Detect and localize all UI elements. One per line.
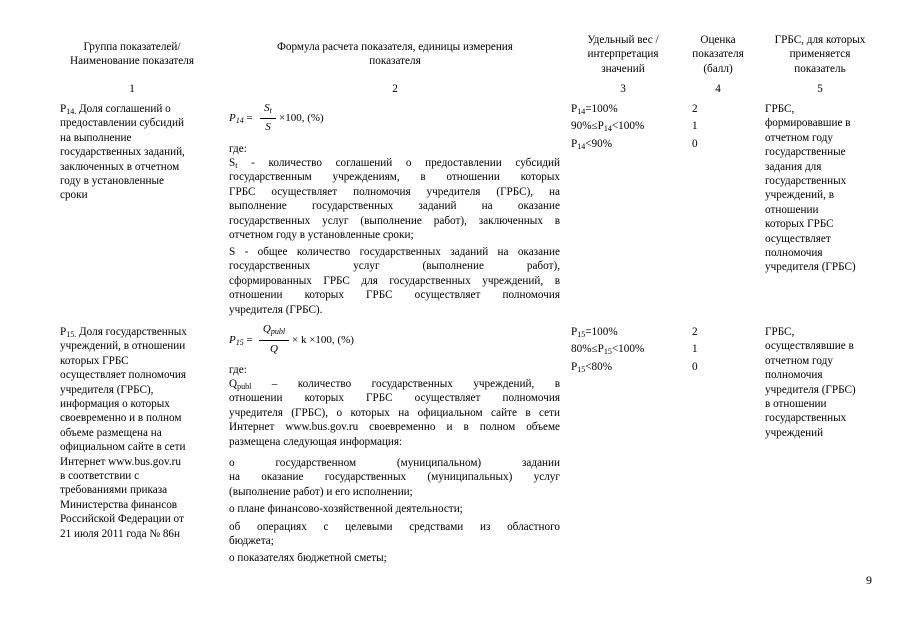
info-list-p15 <box>229 456 560 566</box>
formula-p15: $P_{15}$ = $Q_{publ}$ Q × k ×100, (%) <box>229 323 354 355</box>
header-col5-line: применяется <box>789 48 851 61</box>
indicator-line: заключенных в отчетном <box>60 160 180 173</box>
formula-p14-st-description <box>229 156 560 242</box>
grbs-line: учреждений, в <box>765 189 835 202</box>
grbs-p15 <box>765 325 856 440</box>
grbs-line: ГРБС, <box>765 103 795 115</box>
grbs-line: задания для <box>765 160 822 173</box>
indicator-line: на выполнение <box>60 131 132 144</box>
formula-p14: $P_{14}$ = $S_t$ S ×100, (%) <box>229 102 324 133</box>
indicator-p14-name <box>60 102 220 203</box>
col-number-1: 1 <box>129 83 135 95</box>
formula-p14-where: где: <box>229 143 247 155</box>
description-line: Интернет www.bus.gov.ru своевременно и в полном объеме <box>229 421 560 434</box>
info-line: об операциях с целевыми средствами из областного <box>229 520 560 533</box>
value-range-line: $P_{15}=100\%$ <box>571 326 618 339</box>
indicator-line: 21 июля 2011 года № 86н <box>60 527 181 540</box>
indicator-line: которых ГРБС <box>60 354 129 367</box>
header-col4-line: (балл) <box>703 62 733 75</box>
grbs-line: государственных <box>765 175 847 188</box>
col-number-3: 3 <box>620 83 626 95</box>
header-col3-line: значений <box>601 62 645 75</box>
header-col3-line: Удельный вес / <box>587 34 659 46</box>
info-line: на оказание государственных (муниципальных) услуг <box>229 471 560 484</box>
value-range-line: $P_{15}<80\%$ <box>571 360 613 374</box>
header-col1 <box>52 40 212 69</box>
header-col3 <box>573 33 673 76</box>
page-number: 9 <box>866 573 872 587</box>
score-value: 0 <box>692 137 698 150</box>
indicator-p15-name <box>60 325 220 541</box>
indicator-line: Российской Федерации от <box>60 513 184 526</box>
indicator-line: государственных заданий, <box>60 146 185 159</box>
value-range-line: $P_{14}<90\%$ <box>571 137 613 151</box>
col-number-4: 4 <box>715 83 721 95</box>
grbs-line: осуществлявшие в <box>765 340 854 353</box>
value-range-p15 <box>571 325 644 374</box>
info-line: о плане финансово-хозяйственной деятельности; <box>229 503 463 516</box>
indicator-line: Министерства финансов <box>60 498 178 511</box>
indicator-line: Интернет www.bus.gov.ru <box>60 455 181 468</box>
description-line: государственным учреждениям, в отношении которых <box>229 171 560 184</box>
grbs-line: формировавшие в <box>765 117 851 130</box>
indicator-line: своевременно и в полном <box>60 412 182 425</box>
grbs-line: государственных <box>765 412 847 425</box>
description-line: отчетном году в установленные сроки; <box>229 229 414 242</box>
indicator-line: осуществляет полномочия <box>60 369 187 382</box>
indicator-line: требованиями приказа <box>60 484 168 497</box>
grbs-line: отчетном году <box>765 131 833 144</box>
value-range-line: $90\%\le P_{14}<100\%$ <box>571 120 645 134</box>
indicator-line: $P_{14.}$ Доля соглашений о <box>60 103 171 116</box>
description-line: государственных услуг (выполнение работ), заключенных в <box>229 214 560 227</box>
grbs-line: полномочия <box>765 247 823 260</box>
header-col4-line: Оценка <box>700 34 736 46</box>
indicator-line: году в установленные <box>60 175 165 188</box>
col-number-2: 2 <box>392 83 398 95</box>
header-col5-line: ГРБС, для которых <box>774 34 866 46</box>
info-line: (выполнение работ) и его исполнении; <box>229 485 413 498</box>
header-col4-line: показателя <box>692 48 744 61</box>
grbs-line: учредителя (ГРБС) <box>765 383 856 396</box>
grbs-line: учреждений <box>765 426 824 439</box>
score-value: 1 <box>692 343 698 356</box>
grbs-line: государственные <box>765 146 846 159</box>
header-col4 <box>683 33 753 76</box>
grbs-line: осуществляет <box>765 232 831 245</box>
score-value: 1 <box>692 120 698 133</box>
header-col5 <box>760 33 880 76</box>
header-col1-line: Наименование показателя <box>70 55 194 68</box>
grbs-line: отчетном году <box>765 354 833 367</box>
info-line: о показателях бюджетной сметы; <box>229 552 387 565</box>
value-range-line: $80\%\le P_{15}<100\%$ <box>571 343 645 357</box>
score-p14 <box>692 102 698 151</box>
grbs-line: полномочия <box>765 369 823 382</box>
description-line: S - общее количество государственных заданий на оказание <box>229 246 560 258</box>
description-line: учредителя (ГРБС), о которых на официальном сайте в сети <box>229 406 560 419</box>
indicator-line: предоставлении субсидий <box>60 117 184 130</box>
description-line: отношении которых ГРБС осуществляет полномочия <box>229 289 560 302</box>
header-col2-line: Формула расчета показателя, единицы измерения <box>277 41 513 53</box>
description-line: $Q_{publ}$ – количество государственных учреждений, в <box>229 378 560 391</box>
indicator-line: объеме размещена на <box>60 426 162 439</box>
header-col3-line: интерпретация <box>587 48 659 61</box>
col-number-5: 5 <box>817 83 823 95</box>
indicator-line: информация о которых <box>60 398 170 411</box>
score-p15 <box>692 325 698 374</box>
header-col2-line: показателя <box>369 55 421 68</box>
indicator-line: учредителя (ГРБС), <box>60 383 154 396</box>
description-line: $S_t$ - количество соглашений о предоставлении субсидий <box>229 157 560 170</box>
grbs-line: учредителя (ГРБС) <box>765 261 856 274</box>
score-value: 0 <box>692 360 698 373</box>
description-line: государственных услуг (выполнение работ), <box>229 260 560 273</box>
indicator-line: учреждений, в отношении <box>60 340 186 353</box>
description-line: выполнение государственных заданий на оказание <box>229 200 560 213</box>
grbs-p14 <box>765 102 856 275</box>
formula-p15-where: где: <box>229 364 247 376</box>
header-col2 <box>230 40 560 69</box>
value-range-line: $P_{14}=100\%$ <box>571 103 618 116</box>
score-value: 2 <box>692 326 698 338</box>
header-col1-line: Группа показателей/ <box>83 41 181 53</box>
indicator-line: в соответствии с <box>60 470 140 483</box>
info-line: бюджета; <box>229 535 274 548</box>
formula-p15-q-description <box>229 377 560 449</box>
description-line: учредителя (ГРБС). <box>229 303 323 316</box>
score-value: 2 <box>692 103 698 115</box>
description-line: ГРБС осуществляет полномочия учредителя (ГРБС), на <box>229 185 560 198</box>
indicator-line: сроки <box>60 189 88 202</box>
grbs-line: отношении <box>765 203 819 216</box>
info-line: о государственном (муниципальном) задании <box>229 457 560 469</box>
indicator-line: $P_{15.}$ Доля государственных <box>60 326 187 339</box>
description-line: отношении которых ГРБС осуществляет полномочия <box>229 392 560 405</box>
grbs-line: которых ГРБС <box>765 218 834 231</box>
formula-p14-s-description <box>229 245 560 317</box>
value-range-p14 <box>571 102 644 151</box>
grbs-line: в отношении <box>765 398 827 411</box>
header-col5-line: показатель <box>794 62 846 75</box>
description-line: сформированных ГРБС для государственных учреждений, в <box>229 274 560 287</box>
grbs-line: ГРБС, <box>765 326 795 338</box>
description-line: размещена следующая информация: <box>229 435 403 448</box>
indicator-line: официальном сайте в сети <box>60 441 186 454</box>
